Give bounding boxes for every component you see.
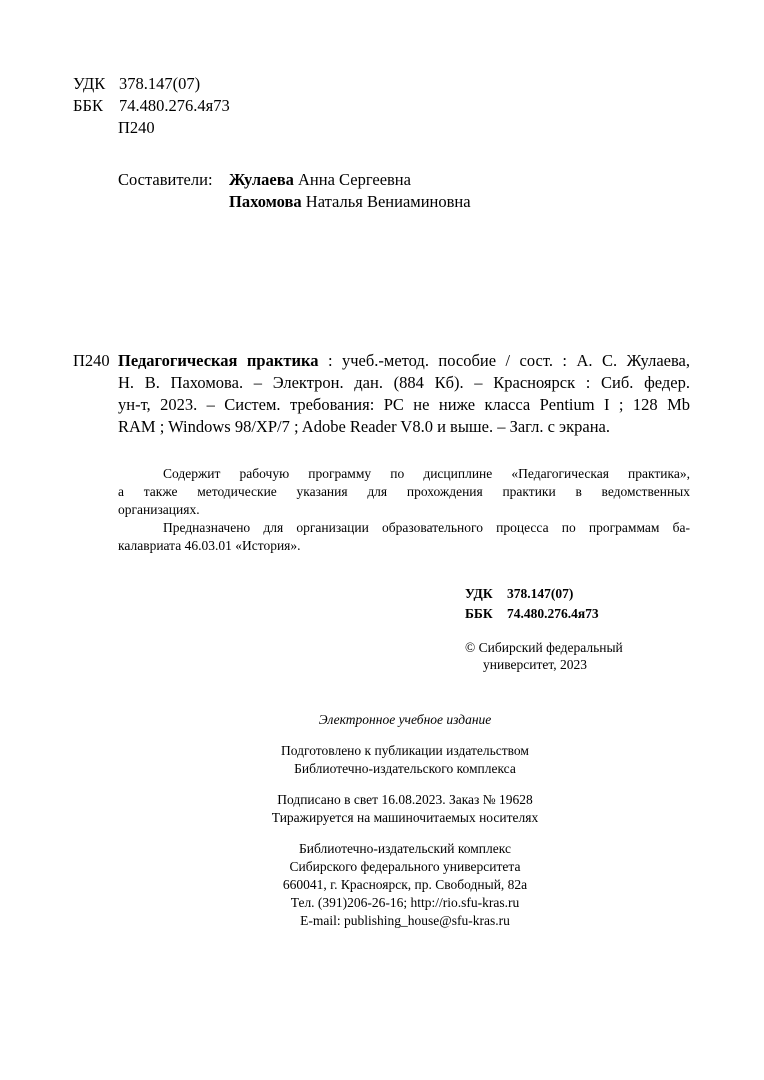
imprint-line: Подписано в свет 16.08.2023. Заказ № 19628 bbox=[277, 792, 533, 807]
edition-type: Электронное учебное издание bbox=[318, 712, 492, 727]
udk-value: 378.147(07) bbox=[507, 586, 574, 601]
copyright-line: © Сибирский федеральный bbox=[465, 640, 623, 655]
bbk-value: 74.480.276.4я73 bbox=[507, 606, 599, 621]
copyright-line: университет, 2023 bbox=[483, 657, 587, 672]
bbk-code-bottom bbox=[465, 605, 599, 623]
annotation-line: Содержит рабочую программу по дисциплине «Педагогическая практика», bbox=[163, 466, 690, 481]
compiler-name bbox=[229, 191, 471, 213]
bibliographic-line: ун-т, 2023. – Систем. требования: PC не ниже класса Pentium I ; 128 Mb bbox=[118, 395, 690, 414]
compiler-surname: Жулаева bbox=[229, 170, 294, 189]
annotation-line: а также методические указания для прохождения практики в ведомственных bbox=[118, 484, 690, 499]
annotation-line: организациях. bbox=[118, 502, 200, 517]
annotation-paragraph bbox=[118, 519, 690, 555]
bibliographic-author-mark: П240 bbox=[73, 351, 110, 370]
annotation-paragraph bbox=[118, 465, 690, 519]
bbk-label: ББК bbox=[73, 96, 103, 115]
udk-label: УДК bbox=[73, 74, 106, 93]
bibliographic-line: RAM ; Windows 98/XP/7 ; Adobe Reader V8.0 и выше. – Загл. с экрана. bbox=[118, 417, 610, 436]
imprint-line: Тиражируется на машиночитаемых носителях bbox=[271, 810, 539, 825]
annotation-line: Предназначено для организации образовательного процесса по программам ба- bbox=[163, 520, 690, 535]
publisher-address: 660041, г. Красноярск, пр. Свободный, 82а bbox=[282, 877, 528, 892]
udk-label: УДК bbox=[465, 586, 493, 601]
bibliographic-line: Н. В. Пахомова. – Электрон. дан. (884 Кб). – Красноярск : Сиб. федер. bbox=[118, 373, 690, 392]
compiler-surname: Пахомова bbox=[229, 192, 302, 211]
compiler-given-name: Анна Сергеевна bbox=[298, 170, 411, 189]
udk-value: 378.147(07) bbox=[119, 74, 201, 93]
bbk-value: 74.480.276.4я73 bbox=[119, 96, 230, 115]
book-title: Педагогическая практика bbox=[118, 351, 319, 370]
annotation bbox=[118, 465, 690, 555]
imprint-line: Библиотечно-издательского комплекса bbox=[294, 761, 516, 776]
udk-code-bottom bbox=[465, 585, 573, 603]
author-mark-top: П240 bbox=[118, 118, 155, 137]
compiler-name bbox=[229, 169, 411, 191]
compiler-given-name: Наталья Вениаминовна bbox=[305, 192, 471, 211]
publisher-line: Библиотечно-издательский комплекс bbox=[299, 841, 511, 856]
imprint-line: Подготовлено к публикации издательством bbox=[281, 743, 529, 758]
bibliographic-line: Педагогическая практика : учеб.-метод. пособие / сост. : А. С. Жулаева, bbox=[118, 351, 690, 370]
annotation-line: калавриата 46.03.01 «История». bbox=[118, 538, 301, 553]
bibliographic-description bbox=[118, 350, 690, 438]
bbk-label: ББК bbox=[465, 606, 493, 621]
udk-code-top bbox=[73, 73, 200, 95]
bbk-code-top bbox=[73, 95, 230, 117]
publisher-phone-website: Тел. (391)206-26-16; http://rio.sfu-kras.ru bbox=[290, 895, 520, 910]
compilers-label: Составители: bbox=[118, 170, 213, 189]
publisher-line: Сибирского федерального университета bbox=[289, 859, 521, 874]
publisher-email: E-mail: publishing_house@sfu-kras.ru bbox=[300, 913, 510, 928]
